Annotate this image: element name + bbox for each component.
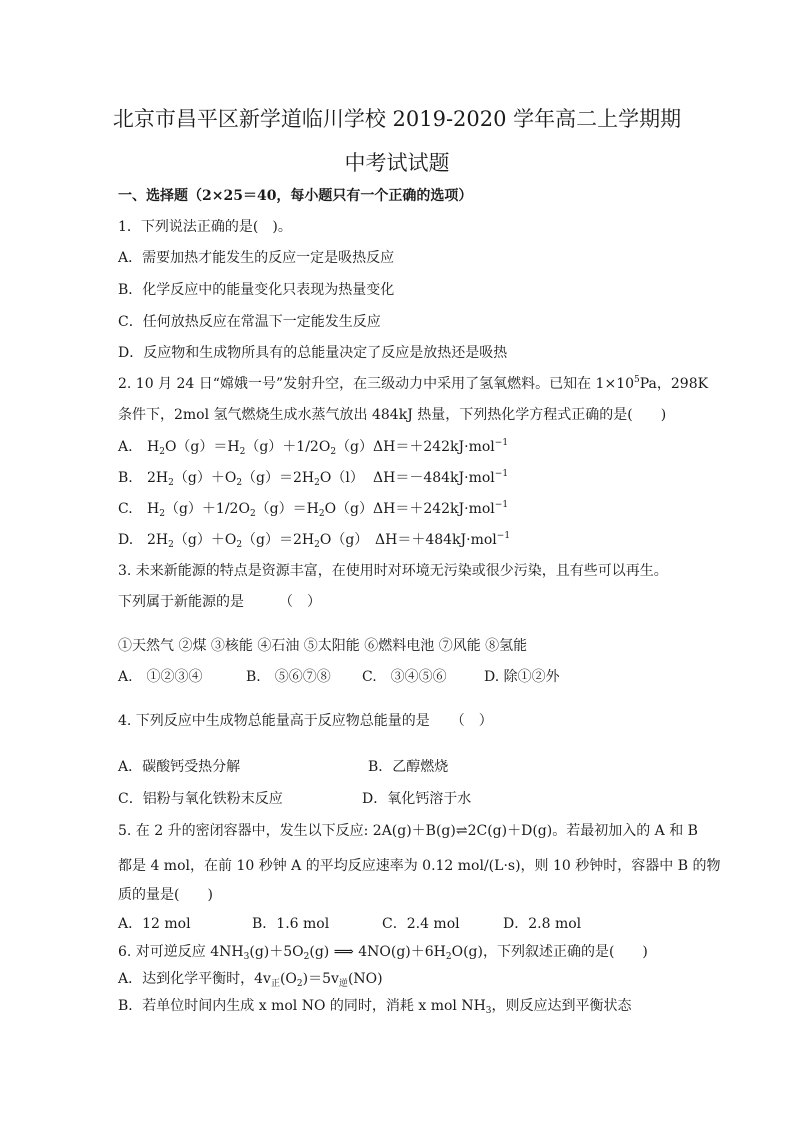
question-6-option-b: B．若单位时间内生成 x mol NO 的同时，消耗 x mol $NH_3$，则反应达到平衡状态 (118, 998, 632, 1016)
question-3-option-a: A. ①②③④ (118, 669, 203, 685)
question-2-option-c-enthalpy: ΔH＝＋242kJ·mol$^{-1}$ (373, 500, 509, 517)
question-2-option-d-equation: $2H_2(g)+O_2(g)=2H_2O(g)$ (147, 532, 369, 550)
question-2-option-a-enthalpy: ΔH＝＋242kJ·mol$^{-1}$ (373, 438, 509, 455)
question-5-option-c: C．2.4 mol (382, 916, 460, 932)
question-4-option-b: B．乙醇燃烧 (368, 759, 449, 775)
question-5-option-d: D．2.8 mol (503, 916, 582, 932)
question-2-option-a-letter: A. (118, 439, 133, 455)
question-3-stem-line1: 3. 未来新能源的特点是资源丰富，在使用时对环境无污染或很少污染，且有些可以再生。 (118, 563, 668, 579)
question-2-option-c-letter: C. (118, 501, 133, 517)
question-1-option-a: A．需要加热才能发生的反应一定是吸热反应 (118, 250, 395, 266)
question-5-stem-line2: 都是 4 mol，在前 10 秒钟 A 的平均反应速率为 0.12 mol/(L·s)，则 10 秒钟时，容器中 B 的物 (118, 858, 721, 874)
question-2-option-a-equation: $H_2O(g)=H_2(g)+1/2O_2(g)$ (147, 439, 374, 457)
question-1-option-b: B．化学反应中的能量变化只表现为热量变化 (118, 282, 395, 298)
question-3-option-c: C. ③④⑤⑥ (362, 669, 447, 685)
question-3-stem-line2: 下列属于新能源的是 （ ） (118, 594, 321, 610)
question-2-stem-line2: 条件下，2mol 氢气燃烧生成水蒸气放出 484kJ 热量，下列热化学方程式正确的是( ) (118, 407, 667, 423)
question-5-stem-line1: 5. 在 2 升的密闭容器中，发生以下反应: 2A(g)＋B(g)⇌2C(g)＋D(g)。若最初加入的 A 和 B (118, 823, 698, 839)
question-5-option-b: B．1.6 mol (252, 916, 330, 932)
question-1-option-c: C．任何放热反应在常温下一定能发生反应 (118, 314, 381, 330)
question-1-stem: 1．下列说法正确的是( )。 (118, 219, 292, 235)
question-2-option-b-enthalpy: ΔH＝－484kJ·mol$^{-1}$ (373, 469, 509, 486)
section-heading: 一、选择题（2×25＝40，每小题只有一个正确的选项） (118, 188, 473, 204)
question-1-option-d: D．反应物和生成物所具有的总能量决定了反应是放热还是吸热 (118, 345, 508, 361)
question-4-option-c: C．铝粉与氧化铁粉末反应 (118, 791, 283, 807)
question-2-option-b-letter: B. (118, 470, 133, 486)
question-4-stem: 4. 下列反应中生成物总能量高于反应物总能量的是 （ ） (118, 713, 493, 729)
question-4-option-d: D．氧化钙溶于水 (362, 791, 472, 807)
question-5-stem-line3: 质的量是( ) (118, 887, 213, 903)
question-5-option-a: A．12 mol (118, 916, 191, 932)
question-3-option-b: B. ⑤⑥⑦⑧ (246, 669, 331, 685)
question-2-stem-line1: 2. 10 月 24 日“嫦娥一号”发射升空，在三级动力中采用了氢氧燃料。已知在 $1\times 10^5Pa$，298K (118, 375, 709, 392)
question-2-option-b-equation: $2H_2(g)+O_2(g)=2H_2O(l)$ (147, 470, 364, 488)
page-title-line2: 中考试试题 (344, 151, 450, 175)
page-title-line1: 北京市昌平区新学道临川学校 2019-2020 学年高二上学期期 (112, 107, 682, 131)
question-6-option-a: A．达到化学平衡时，$4v_正(O_2)=5v_逆(NO)$ (118, 971, 383, 989)
question-3-energy-list: ①天然气 ②煤 ③核能 ④石油 ⑤太阳能 ⑥燃料电池 ⑦风能 ⑧氢能 (118, 638, 528, 654)
question-3-option-d: D. 除①②外 (484, 669, 560, 685)
question-2-option-d-enthalpy: ΔH＝＋484kJ·mol$^{-1}$ (375, 531, 511, 548)
question-2-option-d-letter: D. (118, 532, 134, 548)
question-2-option-c-equation: $H_2(g)+1/2O_2(g)=H_2O(g)$ (147, 501, 374, 519)
question-4-option-a: A．碳酸钙受热分解 (118, 759, 241, 775)
question-6-stem: 6. 对可逆反应 $4NH_3(g)+5O_2(g)$ ⟹ $4NO(g)+6H_2O(g)$，下列叙述正确的是( ) (118, 944, 648, 962)
